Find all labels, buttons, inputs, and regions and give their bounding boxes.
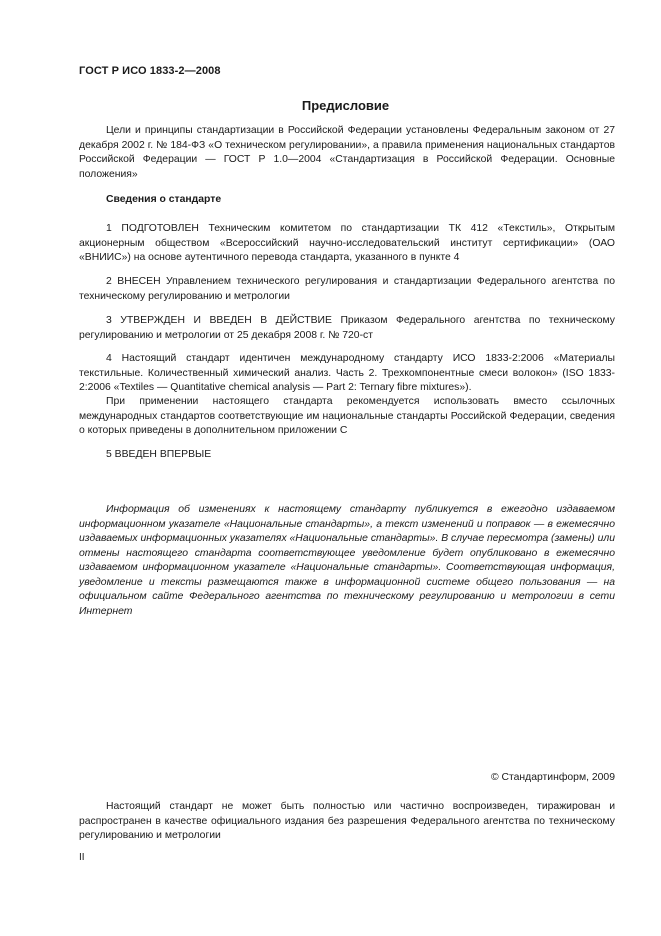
page-number: II: [79, 852, 85, 863]
section-heading: Сведения о стандарте: [106, 194, 222, 205]
item-5-paragraph: 5 ВВЕДЕН ВПЕРВЫЕ: [106, 449, 212, 460]
item-1-paragraph: 1 ПОДГОТОВЛЕН Техническим комитетом по стандартизации ТК 412 «Текстиль», Открытым акционерным обществом «Всероссийский научно-исследовательский институт сертификации» (ОАО «ВНИИС») на основе аутентичного перевода стандарта, указанного в пункте 4: [79, 223, 615, 263]
intro-paragraph: Цели и принципы стандартизации в Российской Федерации установлены Федеральным законом от 27 декабря 2002 г. № 184-ФЗ «О техническом регулировании», а правила применения национальных стандартов Российской Федерации — ГОСТ Р 1.0—2004 «Стандартизация в Российской Федерации. Основные положения»: [79, 125, 615, 180]
item-4-paragraph: 4 Настоящий стандарт идентичен международному стандарту ИСО 1833-2:2006 «Материалы текстильные. Количественный химический анализ. Часть 2. Трехкомпонентные смеси волокон» (ISO 1833-2:2006 «Textiles — Quantitative chemical analysis — Part 2: Ternary fibre mixtures»).: [79, 353, 615, 393]
reproduction-notice-paragraph: Настоящий стандарт не может быть полностью или частично воспроизведен, тиражирован и распространен в качестве официального издания без разрешения Федерального агентства по техническому регулированию и метрологии: [79, 801, 615, 841]
item-4-note-paragraph: При применении настоящего стандарта рекомендуется использовать вместо ссылочных международных стандартов соответствующие им национальные стандарты Российской Федерации, сведения о которых приведены в дополнительном приложении С: [79, 396, 615, 436]
info-notice-paragraph: Информация об изменениях к настоящему стандарту публикуется в ежегодно издаваемом информационном указателе «Национальные стандарты», а текст изменений и поправок — в ежемесячно издаваемых информационных указателях «Национальные стандарты». В случае пересмотра (замены) или отмены настоящего стандарта соответствующее уведомление будет опубликовано в ежемесячно издаваемом информационном указателе «Национальные стандарты». Соответствующая информация, уведомление и тексты размещаются также в информационной системе общего пользования — на официальном сайте Федерального агентства по техническому регулированию и метрологии в сети Интернет: [79, 504, 615, 617]
page-title: Предисловие: [301, 98, 390, 113]
copyright-line: © Стандартинформ, 2009: [490, 772, 615, 783]
item-2-paragraph: 2 ВНЕСЕН Управлением технического регулирования и стандартизации Федерального агентства по техническому регулированию и метрологии: [79, 276, 615, 302]
standard-header: ГОСТ Р ИСО 1833-2—2008: [79, 65, 221, 77]
item-3-paragraph: 3 УТВЕРЖДЕН И ВВЕДЕН В ДЕЙСТВИЕ Приказом Федерального агентства по техническому регулированию и метрологии от 25 декабря 2008 г. № 720-ст: [79, 315, 615, 341]
